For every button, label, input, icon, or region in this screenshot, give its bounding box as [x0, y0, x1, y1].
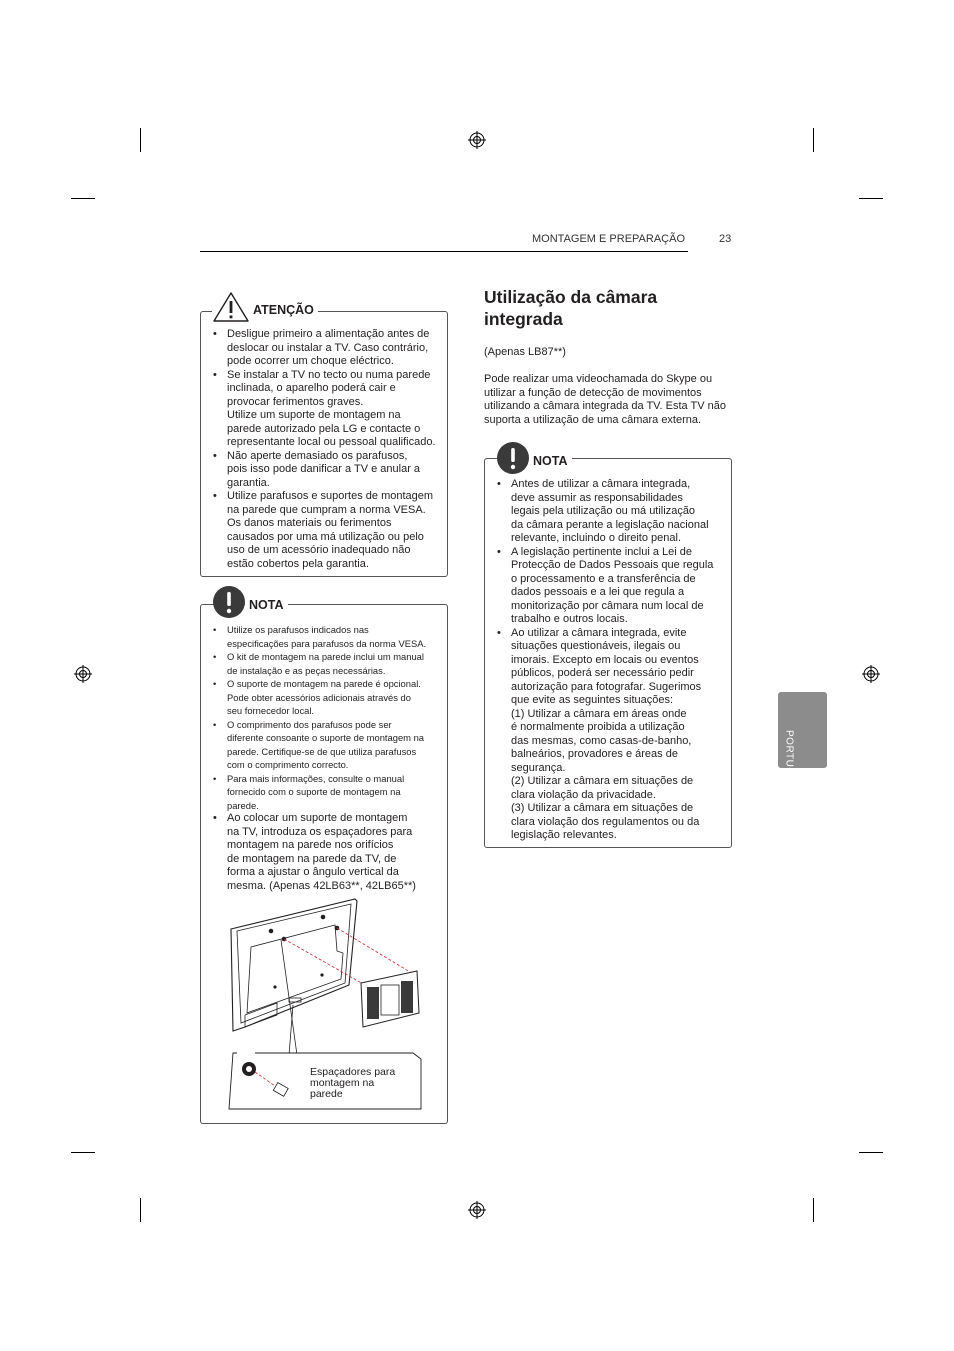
warning-triangle-icon	[212, 291, 250, 323]
exclamation-note-icon	[496, 441, 530, 475]
list-item: • Utilize parafusos e suportes de montagem na parede que cumpram a norma VESA. Os danos materiais ou ferimentos causados por uma má utilização ou pelo uso de um acessório inadequado não estão cobertos pela garantia.	[213, 490, 443, 571]
intro-paragraph: Pode realizar uma videochamada do Skype ou utilizar a função de detecção de movimentos utilizando a câmara integrada da TV. Esta TV não suporta a utilização de uma câmara externa.	[484, 373, 726, 426]
registration-mark-icon	[468, 1201, 486, 1219]
nota-list-last	[213, 812, 443, 893]
list-item: • Ao utilizar a câmara integrada, evite situações questionáveis, ilegais ou imorais. Excepto em locais ou eventos públicos, poderá ser necessário pedir autorização para fotografar. Sugerimos que evite as seguintes situações: (1) Utilizar a câmara em áreas onde é normalmente proibida a utilização das mesmas, como casas-de-banho, balneários, provadores e áreas de segurança. (2) Utilizar a câmara em situações de clara violação da privacidade. (3) Utilizar a câmara em situações de clara violação dos regulamentos ou da legislação relevantes.	[497, 627, 727, 843]
list-item: • Ao colocar um suporte de montagem na TV, introduza os espaçadores para montagem na parede nos orifícios de montagem na parede da TV, de forma a ajustar o ângulo vertical da mesma. (Apenas 42LB63**, 42LB65**)	[213, 812, 443, 893]
list-item: • O comprimento dos parafusos pode ser diferente consoante o suporte de montagem na parede. Certifique-se de que utiliza parafusos com o comprimento correcto.	[213, 718, 443, 772]
list-item: • O suporte de montagem na parede é opcional. Pode obter acessórios adicionais através do seu fornecedor local.	[213, 677, 443, 718]
crop-mark	[859, 198, 883, 199]
crop-mark	[71, 198, 95, 199]
list-item: • A legislação pertinente inclui a Lei de Protecção de Dados Pessoais que regula o processamento e a transferência de dados pessoais e a lei que regula a monitorização por câmara num local de trabalho e outros locais.	[497, 546, 727, 627]
list-item: • Antes de utilizar a câmara integrada, deve assumir as responsabilidades legais pela utilização ou má utilização da câmara perante a legislação nacional relevante, incluindo o direito penal.	[497, 478, 727, 546]
model-note: (Apenas LB87**)	[484, 346, 566, 358]
crop-mark	[71, 1152, 95, 1153]
nota-title-left: NOTA	[245, 598, 288, 612]
page-number: 23	[719, 233, 732, 245]
nota-title-right: NOTA	[529, 454, 572, 468]
crop-mark	[813, 128, 814, 152]
language-tab: PORTUGUÊS	[778, 692, 827, 768]
page-title: Utilização da câmara integrada	[484, 287, 658, 329]
nota-list-small	[213, 623, 443, 812]
registration-mark-icon	[74, 665, 92, 683]
atencao-list	[213, 328, 443, 571]
nota-list-right	[497, 478, 727, 843]
spacers-callout-label: Espaçadores para montagem na parede	[310, 1066, 396, 1100]
crop-mark	[859, 1152, 883, 1153]
list-item: • Não aperte demasiado os parafusos, pois isso pode danificar a TV e anular a garantia.	[213, 450, 443, 491]
header-rule	[200, 251, 688, 252]
crop-mark	[813, 1198, 814, 1222]
list-item: • O kit de montagem na parede inclui um manual de instalação e as peças necessárias.	[213, 650, 443, 677]
atencao-title: ATENÇÃO	[249, 303, 318, 317]
section-title: MONTAGEM E PREPARAÇÃO	[532, 233, 686, 245]
registration-mark-icon	[468, 131, 486, 149]
exclamation-note-icon	[212, 585, 246, 619]
list-item: • Desligue primeiro a alimentação antes de deslocar ou instalar a TV. Caso contrário, pode ocorrer um choque eléctrico.	[213, 328, 443, 369]
crop-mark	[140, 128, 141, 152]
list-item: • Se instalar a TV no tecto ou numa parede inclinada, o aparelho poderá cair e provocar ferimentos graves. Utilize um suporte de montagem na parede autorizado pela LG e contacte o representante local ou pessoal qualificado.	[213, 369, 443, 450]
crop-mark	[140, 1198, 141, 1222]
list-item: • Para mais informações, consulte o manual fornecido com o suporte de montagem na parede.	[213, 772, 443, 813]
registration-mark-icon	[862, 665, 880, 683]
list-item: • Utilize os parafusos indicados nas especificações para parafusos da norma VESA.	[213, 623, 443, 650]
